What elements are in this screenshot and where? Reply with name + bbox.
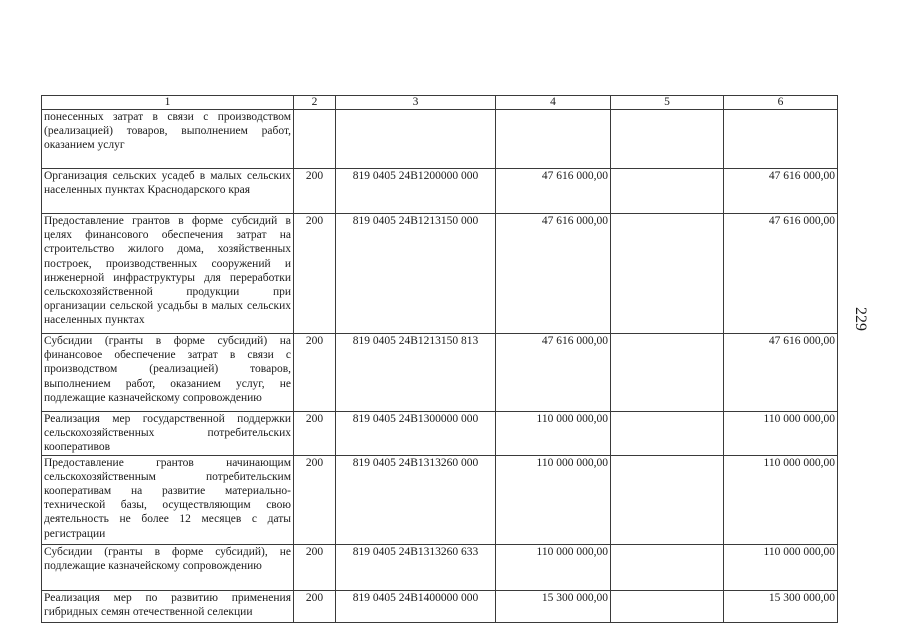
row-total-cell: 47 616 000,00 [724, 169, 838, 214]
row-total-cell [724, 110, 838, 169]
table-row [42, 455, 838, 544]
table-header-row [42, 96, 838, 110]
row-classification-cell: 819 0405 24В1213150 000 [336, 214, 496, 334]
row-classification-cell [336, 110, 496, 169]
row-total-cell: 110 000 000,00 [724, 544, 838, 590]
row-amount-cell: 110 000 000,00 [496, 412, 611, 456]
row-classification-cell: 819 0405 24В1400000 000 [336, 590, 496, 622]
row-code-cell: 200 [294, 412, 336, 456]
row-code-cell: 200 [294, 214, 336, 334]
row-amount-cell: 110 000 000,00 [496, 544, 611, 590]
row-name-cell: Субсидии (гранты в форме субсидий), не подлежащие казначейскому сопровождению [42, 544, 294, 590]
table-row [42, 590, 838, 622]
row-total-cell: 110 000 000,00 [724, 412, 838, 456]
row-col5-cell [611, 544, 724, 590]
row-col5-cell [611, 334, 724, 412]
row-amount-cell: 15 300 000,00 [496, 590, 611, 622]
row-amount-cell: 47 616 000,00 [496, 169, 611, 214]
column-header-4: 4 [496, 96, 611, 110]
table-row [42, 412, 838, 456]
row-classification-cell: 819 0405 24В1213150 813 [336, 334, 496, 412]
row-col5-cell [611, 169, 724, 214]
row-code-cell: 200 [294, 544, 336, 590]
row-name-cell: Реализация мер по развитию применения гибридных семян отечественной селекции [42, 590, 294, 622]
row-code-cell: 200 [294, 590, 336, 622]
row-amount-cell: 47 616 000,00 [496, 214, 611, 334]
row-name-cell: Субсидии (гранты в форме субсидий) на финансовое обеспечение затрат в связи с производством (реализацией) товаров, выполнением работ, оказанием услуг, не подлежащие казначейскому сопровождению [42, 334, 294, 412]
row-code-cell: 200 [294, 169, 336, 214]
row-classification-cell: 819 0405 24В1300000 000 [336, 412, 496, 456]
row-name-cell: Предоставление грантов начинающим сельскохозяйственным потребительским кооперативам на развитие материально-технической базы, осуществляющим свою деятельность не более 12 месяцев с даты регистрации [42, 455, 294, 544]
row-name-cell: понесенных затрат в связи с производством (реализацией) товаров, выполнением работ, оказанием услуг [42, 110, 294, 169]
column-header-5: 5 [611, 96, 724, 110]
row-name-cell: Предоставление грантов в форме субсидий в целях финансового обеспечения затрат на строительство жилого дома, хозяйственных построек, производственных сооружений и инженерной инфраструктуры для переработки сельскохозяйственной продукции при организации сельской усадьбы в малых сельских населенных пунктах [42, 214, 294, 334]
table-row [42, 544, 838, 590]
row-classification-cell: 819 0405 24В1313260 000 [336, 455, 496, 544]
column-header-3: 3 [336, 96, 496, 110]
row-col5-cell [611, 455, 724, 544]
column-header-1: 1 [42, 96, 294, 110]
row-total-cell: 47 616 000,00 [724, 214, 838, 334]
budget-table [41, 95, 838, 623]
row-code-cell: 200 [294, 455, 336, 544]
row-total-cell: 15 300 000,00 [724, 590, 838, 622]
column-header-2: 2 [294, 96, 336, 110]
row-col5-cell [611, 412, 724, 456]
table-row [42, 110, 838, 169]
page-number: 229 [852, 307, 869, 331]
row-total-cell: 47 616 000,00 [724, 334, 838, 412]
row-code-cell: 200 [294, 334, 336, 412]
table-row [42, 214, 838, 334]
row-name-cell: Реализация мер государственной поддержки сельскохозяйственных потребительских кооперативов [42, 412, 294, 456]
column-header-6: 6 [724, 96, 838, 110]
table-row [42, 169, 838, 214]
row-classification-cell: 819 0405 24В1200000 000 [336, 169, 496, 214]
row-name-cell: Организация сельских усадеб в малых сельских населенных пунктах Краснодарского края [42, 169, 294, 214]
row-amount-cell: 110 000 000,00 [496, 455, 611, 544]
row-amount-cell [496, 110, 611, 169]
row-col5-cell [611, 214, 724, 334]
row-total-cell: 110 000 000,00 [724, 455, 838, 544]
row-code-cell [294, 110, 336, 169]
table-row [42, 334, 838, 412]
row-col5-cell [611, 110, 724, 169]
row-col5-cell [611, 590, 724, 622]
row-classification-cell: 819 0405 24В1313260 633 [336, 544, 496, 590]
row-amount-cell: 47 616 000,00 [496, 334, 611, 412]
